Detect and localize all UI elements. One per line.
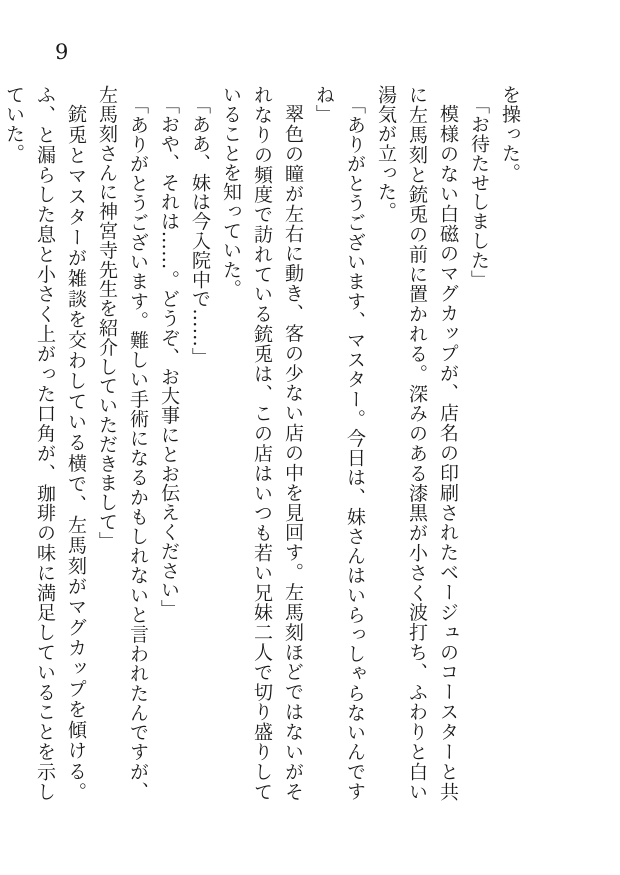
paragraph: 「ありがとうございます、マスター。今日は、妹さんはいらっしゃらないんですね」 bbox=[313, 85, 366, 801]
paragraph: 模様のない白磁のマグカップが、店名の印刷されたベージュのコースターと共に左馬刻と銃兎の前に置かれる。深みのある漆黒が小さく波打ち、ふわりと白い湯気が立った。 bbox=[375, 85, 459, 801]
paragraph: 「お待たせしました」 bbox=[468, 95, 490, 290]
paragraph: 「おや、それは……。どうぞ、お大事にとお伝えください」 bbox=[158, 95, 180, 620]
paragraph: 「ああ、妹は今入院中で……」 bbox=[189, 95, 211, 368]
paragraph: を操った。 bbox=[499, 85, 521, 182]
paragraph: 銃兎とマスターが雑談を交わしている横で、左馬刻がマグカップを傾ける。ふ、と漏らした息と小さく上がった口角が、珈琲の味に満足していることを示していた。 bbox=[3, 85, 87, 801]
paragraph: 翠色の瞳が左右に動き、客の少ない店の中を見回す。左馬刻ほどではないがそれなりの頻度で訪れている銃兎は、この店はいつも若い兄妹二人で切り盛りしていることを知っていた。 bbox=[220, 85, 304, 801]
text-body bbox=[0, 85, 525, 801]
paragraph: 「ありがとうございます。難しい手術になるかもしれないと言われたんですが、左馬刻さんに神宮寺先生を紹介していただきまして」 bbox=[96, 85, 149, 801]
page-number: 9 bbox=[55, 40, 69, 64]
